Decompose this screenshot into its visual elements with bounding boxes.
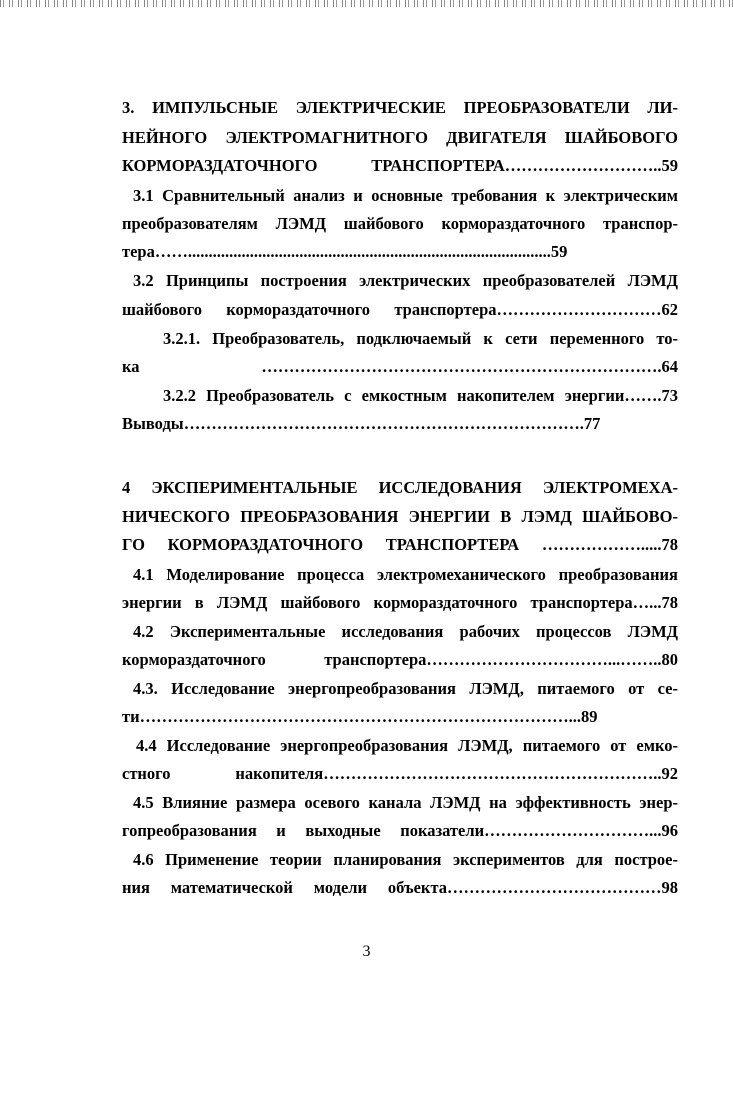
toc-line: КОРМОРАЗДАТОЧНОГО ТРАНСПОРТЕРА………………………..59 xyxy=(122,156,678,175)
toc-line: энергии в ЛЭМД шайбового кормораздаточного транспортера…...78 xyxy=(122,593,678,612)
toc-line: 4.2 Экспериментальные исследования рабочих процессов ЛЭМД xyxy=(133,622,678,641)
toc-line: тера……........................................................................................59 xyxy=(122,242,568,261)
scan-artifact-strip xyxy=(0,0,733,7)
toc-line: НЕЙНОГО ЭЛЕКТРОМАГНИТНОГО ДВИГАТЕЛЯ ШАЙБОВОГО xyxy=(122,128,678,147)
toc-line: 3.2 Принципы построения электрических преобразователей ЛЭМД xyxy=(133,271,678,290)
toc-line: преобразователям ЛЭМД шайбового кормораздаточного транспор- xyxy=(122,214,678,233)
toc-line: 4.5 Влияние размера осевого канала ЛЭМД на эффективность энер- xyxy=(133,793,678,812)
toc-line: ти……………………………………………………………………...89 xyxy=(122,707,598,726)
toc-line: ка ……………………………………………………………….64 xyxy=(122,357,678,376)
toc-line: 3. ИМПУЛЬСНЫЕ ЭЛЕКТРИЧЕСКИЕ ПРЕОБРАЗОВАТЕЛИ ЛИ- xyxy=(122,98,678,117)
toc-line: стного накопителя……………………………………………………..92 xyxy=(122,764,678,783)
toc-line: 3.2.2 Преобразователь с емкостным накопителем энергии…….73 xyxy=(163,386,678,405)
page-number: 3 xyxy=(362,943,371,960)
toc-line: 4 ЭКСПЕРИМЕНТАЛЬНЫЕ ИССЛЕДОВАНИЯ ЭЛЕКТРОМЕХА- xyxy=(122,478,678,497)
toc-line: 4.1 Моделирование процесса электромеханического преобразования xyxy=(133,565,678,584)
toc-line: 3.1 Сравнительный анализ и основные требования к электрическим xyxy=(133,186,678,205)
toc-line: гопреобразования и выходные показатели…………………………...96 xyxy=(122,821,678,840)
toc-line: 4.6 Применение теории планирования экспериментов для построе- xyxy=(133,850,678,869)
toc-line: 4.4 Исследование энергопреобразования ЛЭМД, питаемого от емко- xyxy=(136,736,678,755)
toc-line: кормораздаточного транспортера……………………………...……..80 xyxy=(122,650,678,669)
toc-line: Выводы……………………………………………………………….77 xyxy=(122,414,601,433)
toc-line: НИЧЕСКОГО ПРЕОБРАЗОВАНИЯ ЭНЕРГИИ В ЛЭМД ШАЙБОВО- xyxy=(122,507,678,526)
toc-line: ния математической модели объекта…………………………………98 xyxy=(122,878,678,897)
toc-line: 4.3. Исследование энергопреобразования ЛЭМД, питаемого от се- xyxy=(133,679,678,698)
toc-line: ГО КОРМОРАЗДАТОЧНОГО ТРАНСПОРТЕРА ……………….....78 xyxy=(122,535,678,554)
toc-line: 3.2.1. Преобразователь, подключаемый к сети переменного то- xyxy=(163,329,678,348)
toc-line: шайбового кормораздаточного транспортера…………………………62 xyxy=(122,300,678,319)
